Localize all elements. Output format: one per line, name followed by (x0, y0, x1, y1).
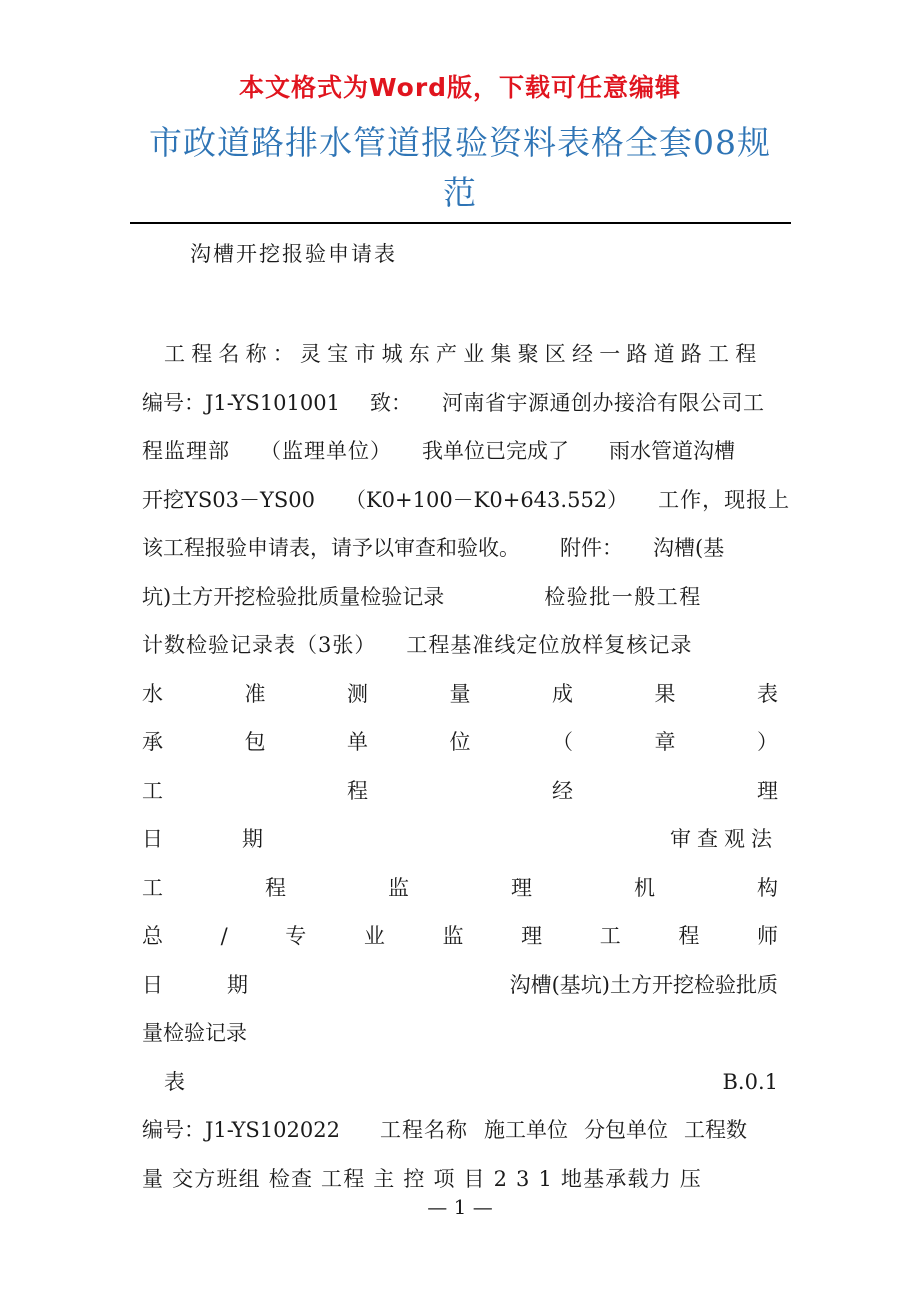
title-divider (130, 222, 791, 224)
char: 理 (511, 875, 532, 900)
char: 师 (756, 924, 778, 948)
body-text: 程监理部 (142, 439, 230, 463)
char: 理 (521, 924, 543, 948)
date-label-a: 日 (142, 972, 163, 997)
date-label-b: 期 (242, 827, 263, 851)
char: 果 (654, 681, 676, 706)
form-number: 编号：J1-YS102022 (142, 1118, 340, 1142)
body-text: 检验批一般工程 (544, 584, 702, 609)
station-range: （K0+100－K0+643.552） (344, 487, 629, 512)
date-label-a: 日 (142, 827, 163, 851)
spaced-line (142, 912, 778, 961)
body-line (142, 427, 778, 476)
spaced-line (142, 718, 778, 767)
field-label: 分包单位 (583, 1118, 668, 1142)
body-text: 坑)土方开挖检验批质量检验记录 (142, 584, 445, 609)
body-text: （监理单位） (260, 439, 392, 463)
body-line (142, 621, 778, 670)
date-line (142, 961, 778, 1010)
char: 包 (244, 730, 266, 754)
char: ） (757, 730, 778, 754)
char: 程 (265, 875, 286, 900)
body-text: 沟槽(基坑)土方开挖检验批质 (509, 972, 778, 997)
date-line (142, 815, 778, 864)
char: 位 (449, 730, 471, 754)
review-label: 审查观法 (670, 827, 778, 851)
char: 工 (599, 924, 621, 948)
body-text: 沟槽(基 (653, 536, 725, 560)
char: 程 (678, 924, 700, 948)
char: 水 (142, 681, 163, 706)
body-line (142, 1106, 778, 1155)
addressee-label: 致： (369, 390, 412, 415)
body-line (142, 476, 791, 525)
body-text: 开挖YS03－YS00 (142, 487, 315, 512)
spaced-line (142, 767, 778, 816)
field-label: 施工单位 (483, 1118, 568, 1142)
form-number: 编号：J1-YS101001 (142, 390, 340, 415)
body-text: 工程基准线定位放样复核记录 (406, 633, 693, 657)
char: 监 (388, 875, 409, 900)
addressee-text: 河南省宇源通创办接洽有限公司工 (441, 390, 765, 415)
document-title (130, 118, 790, 218)
table-label: 表 (164, 1069, 185, 1094)
body-text: 我单位已完成了 (422, 439, 569, 463)
body-text: 计数检验记录表（3张） (142, 633, 377, 657)
body-line (142, 524, 778, 573)
body-text: 工作，现报上 (658, 487, 791, 512)
char: 经 (552, 778, 573, 803)
attachment-label: 附件： (560, 536, 623, 560)
char: 量 (449, 681, 471, 706)
char: 程 (347, 778, 368, 803)
char: 准 (244, 681, 266, 706)
char: / (220, 924, 228, 948)
char: 专 (285, 924, 307, 948)
char: 构 (757, 875, 778, 900)
spaced-line (142, 670, 778, 719)
char: 工 (142, 778, 163, 803)
char: 章 (654, 730, 676, 754)
char: 理 (757, 778, 778, 803)
body-line (142, 330, 778, 379)
body-text: 该工程报验申请表，请予以审查和验收。 (142, 536, 520, 560)
table-code: B.0.1 (722, 1069, 778, 1094)
body-line (142, 573, 778, 622)
char: 承 (142, 730, 163, 754)
title-line-1: 市政道路排水管道报验资料表格全套08规 (149, 123, 771, 162)
char: 业 (363, 924, 385, 948)
char: （ (552, 730, 573, 754)
char: 表 (757, 681, 778, 706)
body-line (142, 1009, 778, 1058)
title-line-2: 范 (443, 173, 477, 212)
page-number: — 1 — (427, 1195, 493, 1219)
char: 成 (552, 681, 573, 706)
body-line (142, 379, 778, 428)
body-text: 量检验记录 (142, 1021, 247, 1045)
date-label-b: 期 (227, 972, 248, 997)
body-line (142, 1058, 778, 1107)
field-label: 工程数 (683, 1118, 747, 1142)
document-body (142, 330, 791, 1203)
field-label: 工程名称 (379, 1118, 468, 1142)
char: 机 (634, 875, 655, 900)
char: 总 (142, 924, 163, 948)
char: 工 (142, 875, 163, 900)
download-banner: 本文格式为Word版，下载可任意编辑 (238, 73, 682, 102)
spaced-line (142, 864, 778, 913)
char: 单 (347, 730, 368, 754)
body-text: 雨水管道沟槽 (609, 439, 735, 463)
body-text: 量 交方班组 检查 工程 主 控 项 目 2 3 1 地基承载力 压 (142, 1166, 702, 1191)
form-subheading: 沟槽开挖报验申请表 (190, 242, 397, 266)
char: 测 (347, 681, 368, 706)
char: 监 (442, 924, 464, 948)
project-name-text: 工程名称：灵宝市城东产业集聚区经一路道路工程 (164, 342, 763, 366)
